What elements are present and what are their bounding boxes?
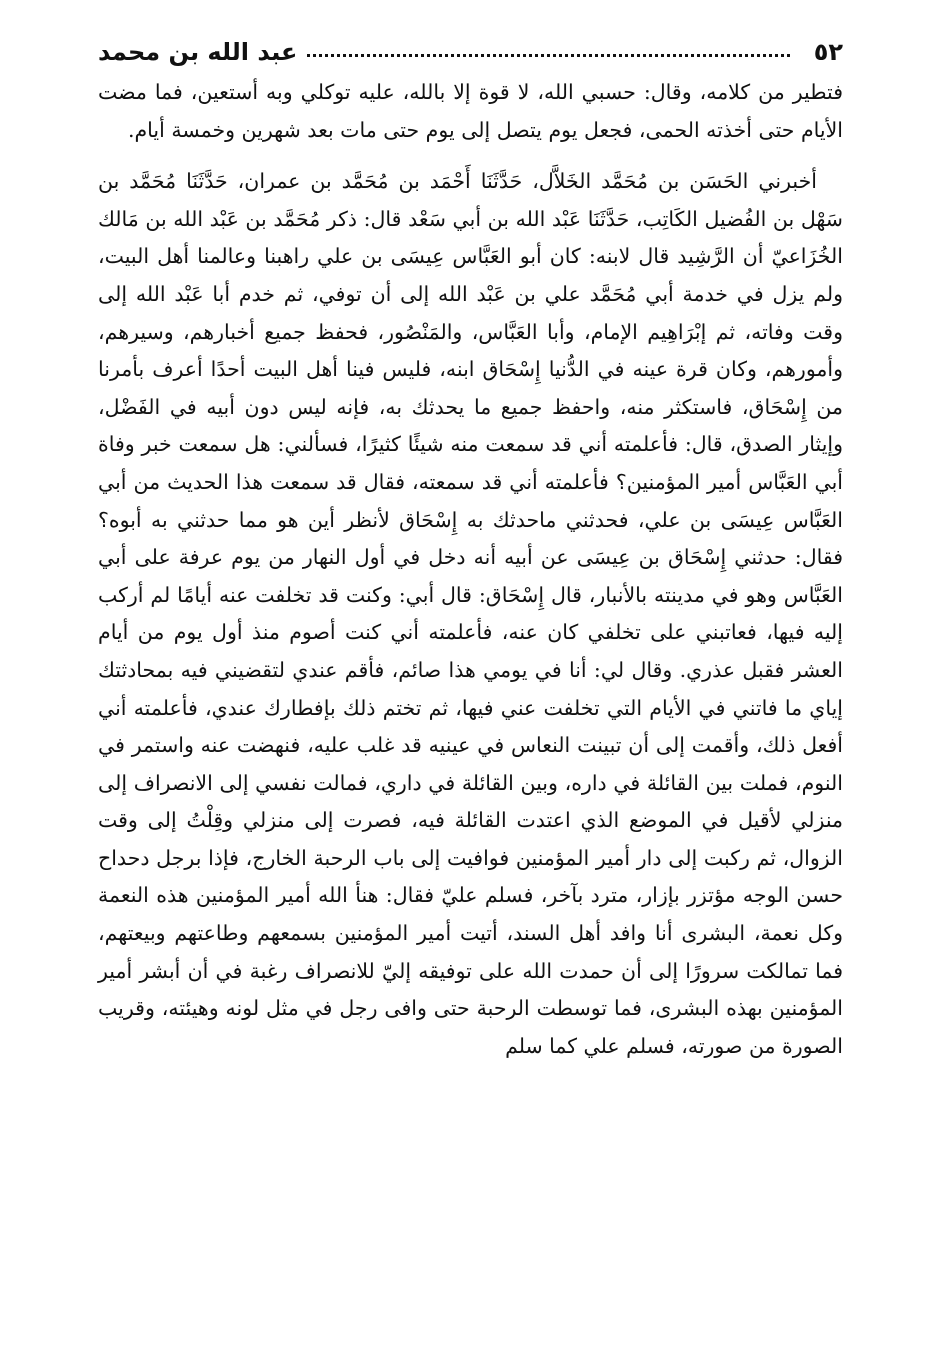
- paragraph-2: أخبرني الحَسَن بن مُحَمَّد الخَلاَّل، حَدَّثَنَا أَحْمَد بن مُحَمَّد بن عمران، حَدَّثَنَا مُحَمَّد بن سَهْل بن الفُضيل الكَاتِب، حَدَّثَنَا عَبْد الله بن أبي سَعْد قال: ذكر مُحَمَّد بن عَبْد الله بن مَالك الخُزَاعيّ أن الرَّشِيد قال لابنه: كان أبو العَبَّاس عِيسَى بن علي راهبنا وعالمنا أهل البيت، ولم يزل في خدمة أبي مُحَمَّد علي بن عَبْد الله إلى أن توفي، ثم خدم أبا عَبْد الله إلى وقت وفاته، ثم إبْرَاهِيم الإمام، وأبا العَبَّاس، والمَنْصُور، فحفظ جميع أخبارهم، وسيرهم، وأمورهم، وكان قرة عينه في الدُّنيا إِسْحَاق ابنه، فليس فينا أهل البيت أحدًا أعرف بأمرنا من إِسْحَاق، فاستكثر منه، واحفظ جميع ما يحدثك به، فإنه ليس دون أبيه في الفَضْل، وإيثار الصدق، قال: فأعلمته أني قد سمعت منه شيئًا كثيرًا، فسألني: هل سمعت خبر وفاة أبي العَبَّاس أمير المؤمنين؟ فأعلمته أني قد سمعته، فقال قد سمعت هذا الحديث من أبي العَبَّاس عِيسَى بن علي، فحدثني ماحدثك به إِسْحَاق لأنظر أين هو مما حدثني به أبوه؟ فقال: حدثني إِسْحَاق بن عِيسَى عن أبيه أنه دخل في أول النهار من يوم عرفة على أبي العَبَّاس وهو في مدينته بالأنبار، قال إِسْحَاق: قال أبي: وكنت قد تخلفت عنه أيامًا لم أركب إليه فيها، فعاتبني على تخلفي كان عنه، فأعلمته أني كنت أصوم منذ أول يوم من أيام العشر فقبل عذري. وقال لي: أنا في يومي هذا صائم، فأقم عندي لتقضيني فيه بمحادثتك إياي ما فاتني في الأيام التي تخلفت عني فيها، ثم تختم ذلك بإفطارك عندي، فأعلمته أني أفعل ذلك، وأقمت إلى أن تبينت النعاس في عينيه قد غلب عليه، فنهضت عنه واستمر في النوم، فملت بين القائلة في داره، وبين القائلة في داري، فمالت نفسي إلى الانصراف إلى منزلي لأقيل في الموضع الذي اعتدت القائلة فيه، فصرت إلى منزلي وقِلْتُ إلى وقت الزوال، ثم ركبت إلى دار أمير المؤمنين فوافيت إلى باب الرحبة الخارج، فإذا برجل دحداح حسن الوجه مؤتزر بإزار، مترد بآخر، فسلم عليّ فقال: هنأ الله أمير المؤمنين هذه النعمة وكل نعمة، البشرى أنا وافد أهل السند، أتيت أمير المؤمنين بسمعهم وطاعتهم وبيعتهم، فما تمالكت سرورًا إلى أن حمدت الله على توفيقه إليّ للانصراف رغبة في أن أبشر أمير المؤمنين بهذه البشرى، فما توسطت الرحبة حتى وافى رجل في مثل لونه وهيئته، وقريب الصورة من صورته، فسلم علي كما سلم: [98, 169, 843, 1058]
- running-header: [98, 34, 843, 70]
- body-text: [98, 74, 843, 1065]
- paragraph-1: فتطير من كلامه، وقال: حسبي الله، لا قوة إلا بالله، عليه توكلي وبه أستعين، فما مضت الأيام حتى أخذته الحمى، فجعل يوم يتصل إلى يوم حتى مات بعد شهرين وخمسة أيام.: [98, 80, 843, 142]
- page-number: ٥٢: [813, 38, 843, 66]
- header-dotted-leader: [307, 54, 789, 57]
- running-title: عبد الله بن محمد: [98, 38, 298, 66]
